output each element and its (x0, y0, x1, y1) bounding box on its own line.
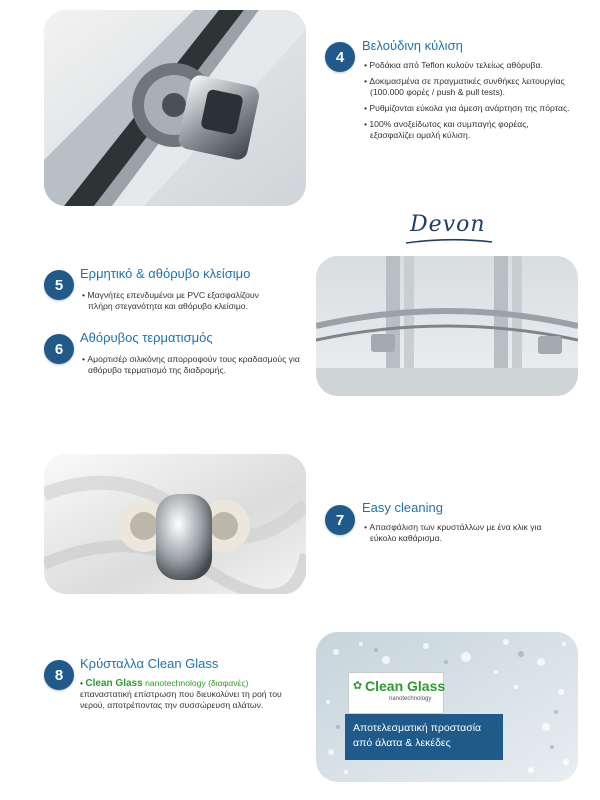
clean-glass-banner (345, 714, 503, 760)
clean-glass-logo (348, 672, 444, 714)
clean-glass-logo-text: Clean Glass (365, 678, 446, 694)
feature-6-bullet: • Αμορτισέρ σιλικόνης απορροφούν τους κραδασμούς για αθόρυβο τερματισμό της διαδρομής. (80, 354, 302, 376)
clean-glass-inline-brand: Clean Glass (85, 678, 143, 689)
devon-logo: Devon (410, 212, 486, 237)
clean-glass-banner-line-2: από άλατα & λεκέδες (353, 737, 451, 749)
feature-8-title: Κρύσταλλα Clean Glass (80, 656, 219, 671)
roller-rail-photo (44, 10, 306, 206)
clean-glass-inline-suffix: nanotechnology (145, 678, 206, 688)
clean-glass-inline-note: (διαφανές) (208, 678, 249, 688)
feature-5-title: Ερμητικό & αθόρυβο κλείσιμο (80, 266, 251, 281)
feature-8-bullet (80, 678, 302, 711)
feature-4-bullet: • Ροδάκια από Teflon κυλούν τελείως αθόρυβα. (362, 60, 572, 71)
feature-4-bullet: • Ρυθμίζονται εύκολα για άμεση ανάρτηση της πόρτας. (362, 103, 572, 114)
feature-4-bullet: • Δοκιμασμένα σε πραγματικές συνθήκες λειτουργίας (100.000 φορές / push & pull tests). (362, 76, 572, 98)
feature-4-bullets (362, 60, 572, 146)
roller-silk-photo (44, 454, 306, 594)
feature-8-text: επαναστατική επίστρωση που διευκολύνει τη ροή του νερού, αποτρέποντας την συσσώρευση αλάτων. (80, 689, 282, 710)
feature-7-badge: 7 (325, 505, 355, 535)
feature-6-bullets (80, 354, 302, 381)
feature-8-badge: 8 (44, 660, 74, 690)
feature-5-badge: 5 (44, 270, 74, 300)
feature-5-bullets (80, 290, 280, 317)
feature-7-bullet: • Απασφάλιση των κρυστάλλων με ένα κλικ για εύκολο καθάρισμα. (362, 522, 562, 544)
feature-6-badge: 6 (44, 334, 74, 364)
clean-glass-banner-line-1: Αποτελεσματική προστασία (353, 722, 482, 734)
magnetic-closure-photo (316, 256, 578, 396)
feature-6-title: Αθόρυβος τερματισμός (80, 330, 213, 345)
feature-4-badge: 4 (325, 42, 355, 72)
feature-7-title: Easy cleaning (362, 500, 443, 515)
clean-glass-logo-subtext: nanotechnology (389, 696, 432, 702)
feature-4-title: Βελούδινη κύλιση (362, 38, 463, 53)
devon-swoosh-icon (404, 236, 494, 246)
bullet-dot: • (80, 678, 86, 688)
clean-glass-leaf-icon: ✿ (353, 680, 363, 692)
feature-4-bullet: • 100% ανοξείδωτος και συμπαγής φορέας, εξασφαλίζει ομαλή κύλιση. (362, 119, 572, 141)
feature-7-bullets (362, 522, 562, 549)
feature-5-bullet: • Μαγνήτες επενδυμένοι με PVC εξασφαλίζουν πλήρη στεγανότητα και αθόρυβο κλείσιμο. (80, 290, 280, 312)
